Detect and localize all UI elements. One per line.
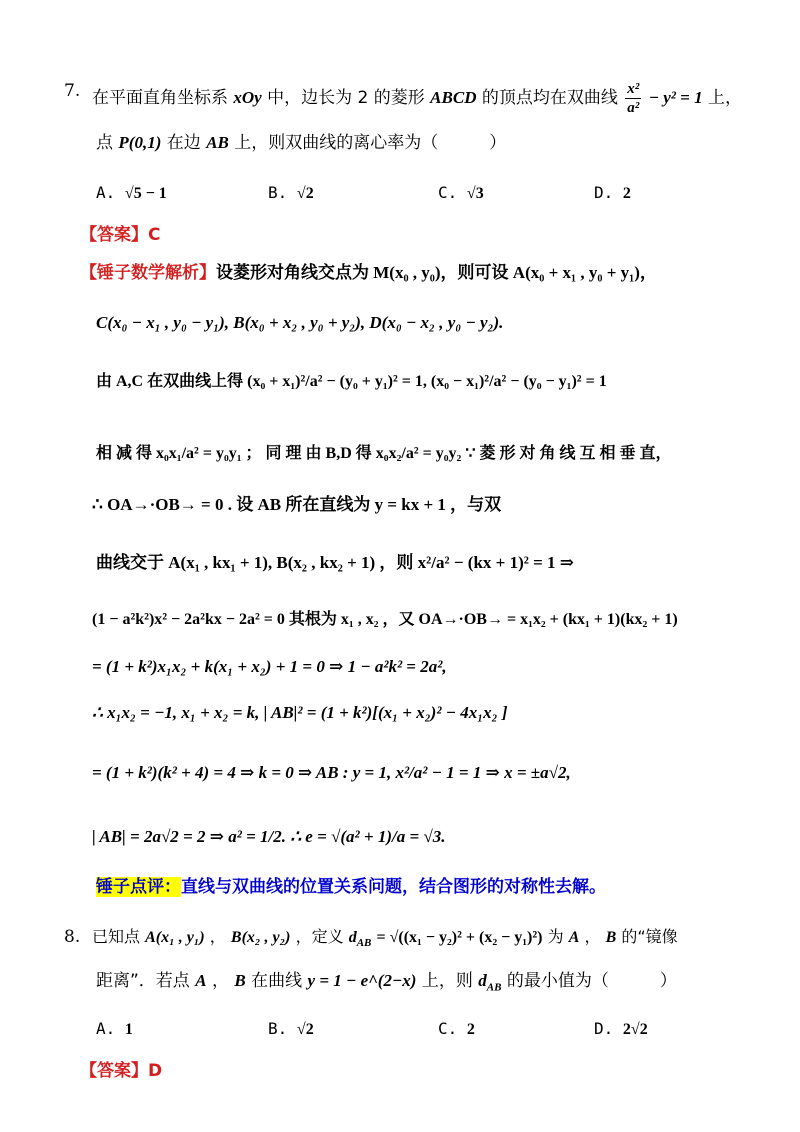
coordinate-system: xOy [233,88,262,107]
q8-stem-line2: 距离”．若点 A ， B 在曲线 y = 1 − e^(2−x) 上，则 $d_{AB}$ 的最小值为（ ） [96,971,677,994]
q7-analysis-line-9: ∴ x₁x₂ = −1, x₁ + x₂ = k, | AB|² = (1 + k²)[(x₁ + x₂)² − 4x₁x₂ ] [92,703,508,722]
distance-symbol-2: $d_{AB}$ [478,971,502,994]
hyperbola-fraction: $\frac{\text{x²}}{\text{a²}}$ [627,81,640,116]
q8-number: 8. [64,927,81,947]
q7-analysis-line-3: 由 A,C 在双曲线上得 (x₀ + x₁)²/a² − (y₀ + y₁)² = 1, (x₀ − x₁)²/a² − (y₀ − y₁)² = 1 [96,373,607,390]
q7-stem-line2: 点 P(0,1) 在边 AB 上，则双曲线的离心率为（ ） [96,133,507,153]
q7-review: 锤子点评：直线与双曲线的位置关系问题，结合图形的对称性去解。 [96,877,606,897]
q7-option-d[interactable]: D. 2 [594,183,631,202]
analysis-tag: 【锤子数学解析】 [80,263,216,283]
review-tag: 锤子点评： [96,877,181,897]
q8-option-d[interactable]: D. 2√2 [594,1019,648,1038]
q7-analysis-line-7: (1 − a²k²)x² − 2a²kx − 2a² = 0 其根为 x₁ , x₂ ，又 OA→·OB→ = x₁x₂ + (kx₁ + 1)(kx₂ + 1) [92,611,678,628]
edge-ab: AB [206,133,229,152]
q7-option-b[interactable]: B. √2 [268,183,314,202]
point-b: B(x₂ , y₂) [230,929,291,946]
q8-option-a[interactable]: A. 1 [96,1019,133,1038]
q7-number: 7. [64,81,81,101]
q7-option-a[interactable]: A. √5 − 1 [96,183,167,202]
rhombus-name: ABCD [430,88,477,107]
q7-analysis-line-4: 相 减 得 x₀x₁/a² = y₀y₁ ； 同 理 由 B,D 得 x₀x₂/a² = y₀y₂ ∵ 菱 形 对 角 线 互 相 垂 直， [96,445,672,462]
q7-analysis-line-8: = (1 + k²)x₁x₂ + k(x₁ + x₂) + 1 = 0 ⇒ 1 − a²k² = 2a², [92,657,447,676]
q7-analysis-line-5: ∴ OA→·OB→ = 0 . 设 AB 所在直线为 y = kx + 1 ，与双 [92,495,502,514]
q8-option-c[interactable]: C. 2 [438,1019,475,1038]
q8-stem-line1: 已知点 A(x₁ , y₁) ， B(x₂ , y₂) ，定义 $d_{AB} = √((x_1 - y_2)^2 + (x_2 - y_1)^2)$ 为 A ， B 的“镜像 [92,927,678,950]
distance-symbol: $d_{AB}$ [348,929,372,950]
point-a: A(x₁ , y₁) [145,929,205,946]
q8-answer: 【答案】D [80,1061,163,1081]
q7-answer: 【答案】C [80,225,161,245]
q7-stem-line1: 在平面直角坐标系 xOy 中，边长为 2 的菱形 ABCD 的顶点均在双曲线 $\frac{\text{x²}}{\text{a²}}$ − y² = 1 上， [92,81,742,116]
hyperbola-equation-rest: − y² = 1 [648,88,703,107]
q7-analysis-line-6: 曲线交于 A(x₁ , kx₁ + 1), B(x₂ , kx₂ + 1) ，则 x²/a² − (kx + 1)² = 1 ⇒ [96,553,575,572]
curve-equation: y = 1 − e^(2−x) [307,971,417,990]
q8-option-b[interactable]: B. √2 [268,1019,314,1038]
point-p: P(0,1) [118,133,162,152]
q7-option-c[interactable]: C. √3 [438,183,484,202]
mirror-distance-formula: = √((x₁ − y₂)² + (x₂ − y₁)²) [376,929,543,946]
q7-analysis-line-1: 【锤子数学解析】设菱形对角线交点为 M(x₀ , y₀)，则可设 A(x₀ + x₁ , y₀ + y₁)， [80,263,657,283]
q7-analysis-line-11: | AB| = 2a√2 = 2 ⇒ a² = 1/2. ∴ e = √(a² + 1)/a = √3. [92,827,446,846]
q7-analysis-line-10: = (1 + k²)(k² + 4) = 4 ⇒ k = 0 ⇒ AB : y = 1, x²/a² − 1 = 1 ⇒ x = ±a√2, [92,763,571,782]
q7-analysis-line-2: C(x₀ − x₁ , y₀ − y₁), B(x₀ + x₂ , y₀ + y₂), D(x₀ − x₂ , y₀ − y₂). [96,313,504,332]
